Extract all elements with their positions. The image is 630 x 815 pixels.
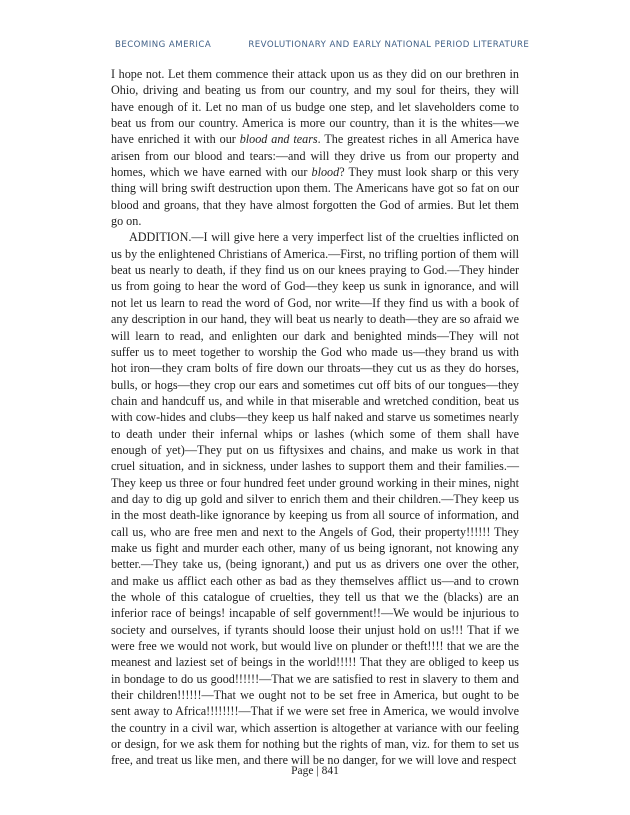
emphasis-text: blood [311,165,340,180]
header-book-title: BECOMING AMERICA [115,40,212,50]
body-text [111,66,519,769]
paragraph [111,66,519,229]
paragraph-text: . The greatest riches in all America have arisen from our blood and tears:—and will they drive us from our property and homes, which we have earned with our [111,132,520,180]
page-number: Page | 841 [291,765,339,777]
running-header [115,40,535,50]
paragraph-text: I hope not. Let them commence their attack upon us as they did on our brethren in Ohio, driving and beating us from our country, and my soul for theirs, they will have enough of it. Let no man of us budge one step, and let slaveholders come to beat us from our country. America is more our country, than it is the whites—we have enriched it with our [111,67,519,147]
emphasis-text: blood and tears [239,132,318,147]
paragraph-addition: ADDITION.—I will give here a very imperfect list of the cruelties inflicted on us by the enlightened Christians of America.—First, no trifling portion of them will beat us nearly to death, if they find us on our knees praying to God.—They hinder us from going to hear the word of God—they keep us sunk in ignorance, and will not let us learn to read the word of God, nor write—If they find us with a book of any description in our hand, they will beat us nearly to death—they are so afraid we will learn to read, and enlighten our dark and benighted minds—They will not suffer us to meet together to worship the God who made us—they brand us with hot iron—they cram bolts of fire down our throats—they cut us as they do horses, bulls, or hogs—they crop our ears and sometimes cut off bits of our tongues—they chain and handcuff us, and while in that miserable and wretched condition, beat us with cow-hides and clubs—they keep us half naked and starve us sometimes nearly to death under their infernal whips or lashes (which some of them shall have enough of yet)—They put on us fiftysixes and chains, and make us work in that cruel situation, and in sickness, under lashes to support them and their families.—They keep us three or four hundred feet under ground working in their mines, night and day to dig up gold and silver to enrich them and their children.—They keep us in the most death-like ignorance by keeping us from all source of information, and call us, who are free men and next to the Angels of God, their property!!!!!! They make us fight and murder each other, many of us being ignorant, not knowing any better.—They take us, (being ignorant,) and put us as drivers one over the other, and make us afflict each other as bad as they themselves afflict us—and to crown the whole of this catalogue of cruelties, they tell us that we the (blacks) are an inferior race of beings! incapable of self government!!—We would be injurious to society and ourselves, if tyrants should loose their unjust hold on us!!! That if we were free we would not work, but would live on plunder or theft!!!! that we are the meanest and laziest set of beings in the world!!!!! That they are obliged to keep us in bondage to do us good!!!!!!—That we are satisfied to rest in slavery to them and their children!!!!!!—That we ought not to be set free in America, but ought to be sent away to Africa!!!!!!!!—That if we were set free in America, we would involve the country in a civil war, which assertion is altogether at variance with our feeling or design, for we ask them for nothing but the rights of man, viz. for them to set us free, and treat us like men, and there will be no danger, for we will love and respect [111,230,519,768]
paragraph-text: ? They must look sharp or this very thing will bring swift destruction upon them. The Americans have got so fat on our blood and groans, that they have almost forgotten the God of armies. But let them go on. [111,165,519,229]
header-section-title: REVOLUTIONARY AND EARLY NATIONAL PERIOD LITERATURE [248,40,530,50]
